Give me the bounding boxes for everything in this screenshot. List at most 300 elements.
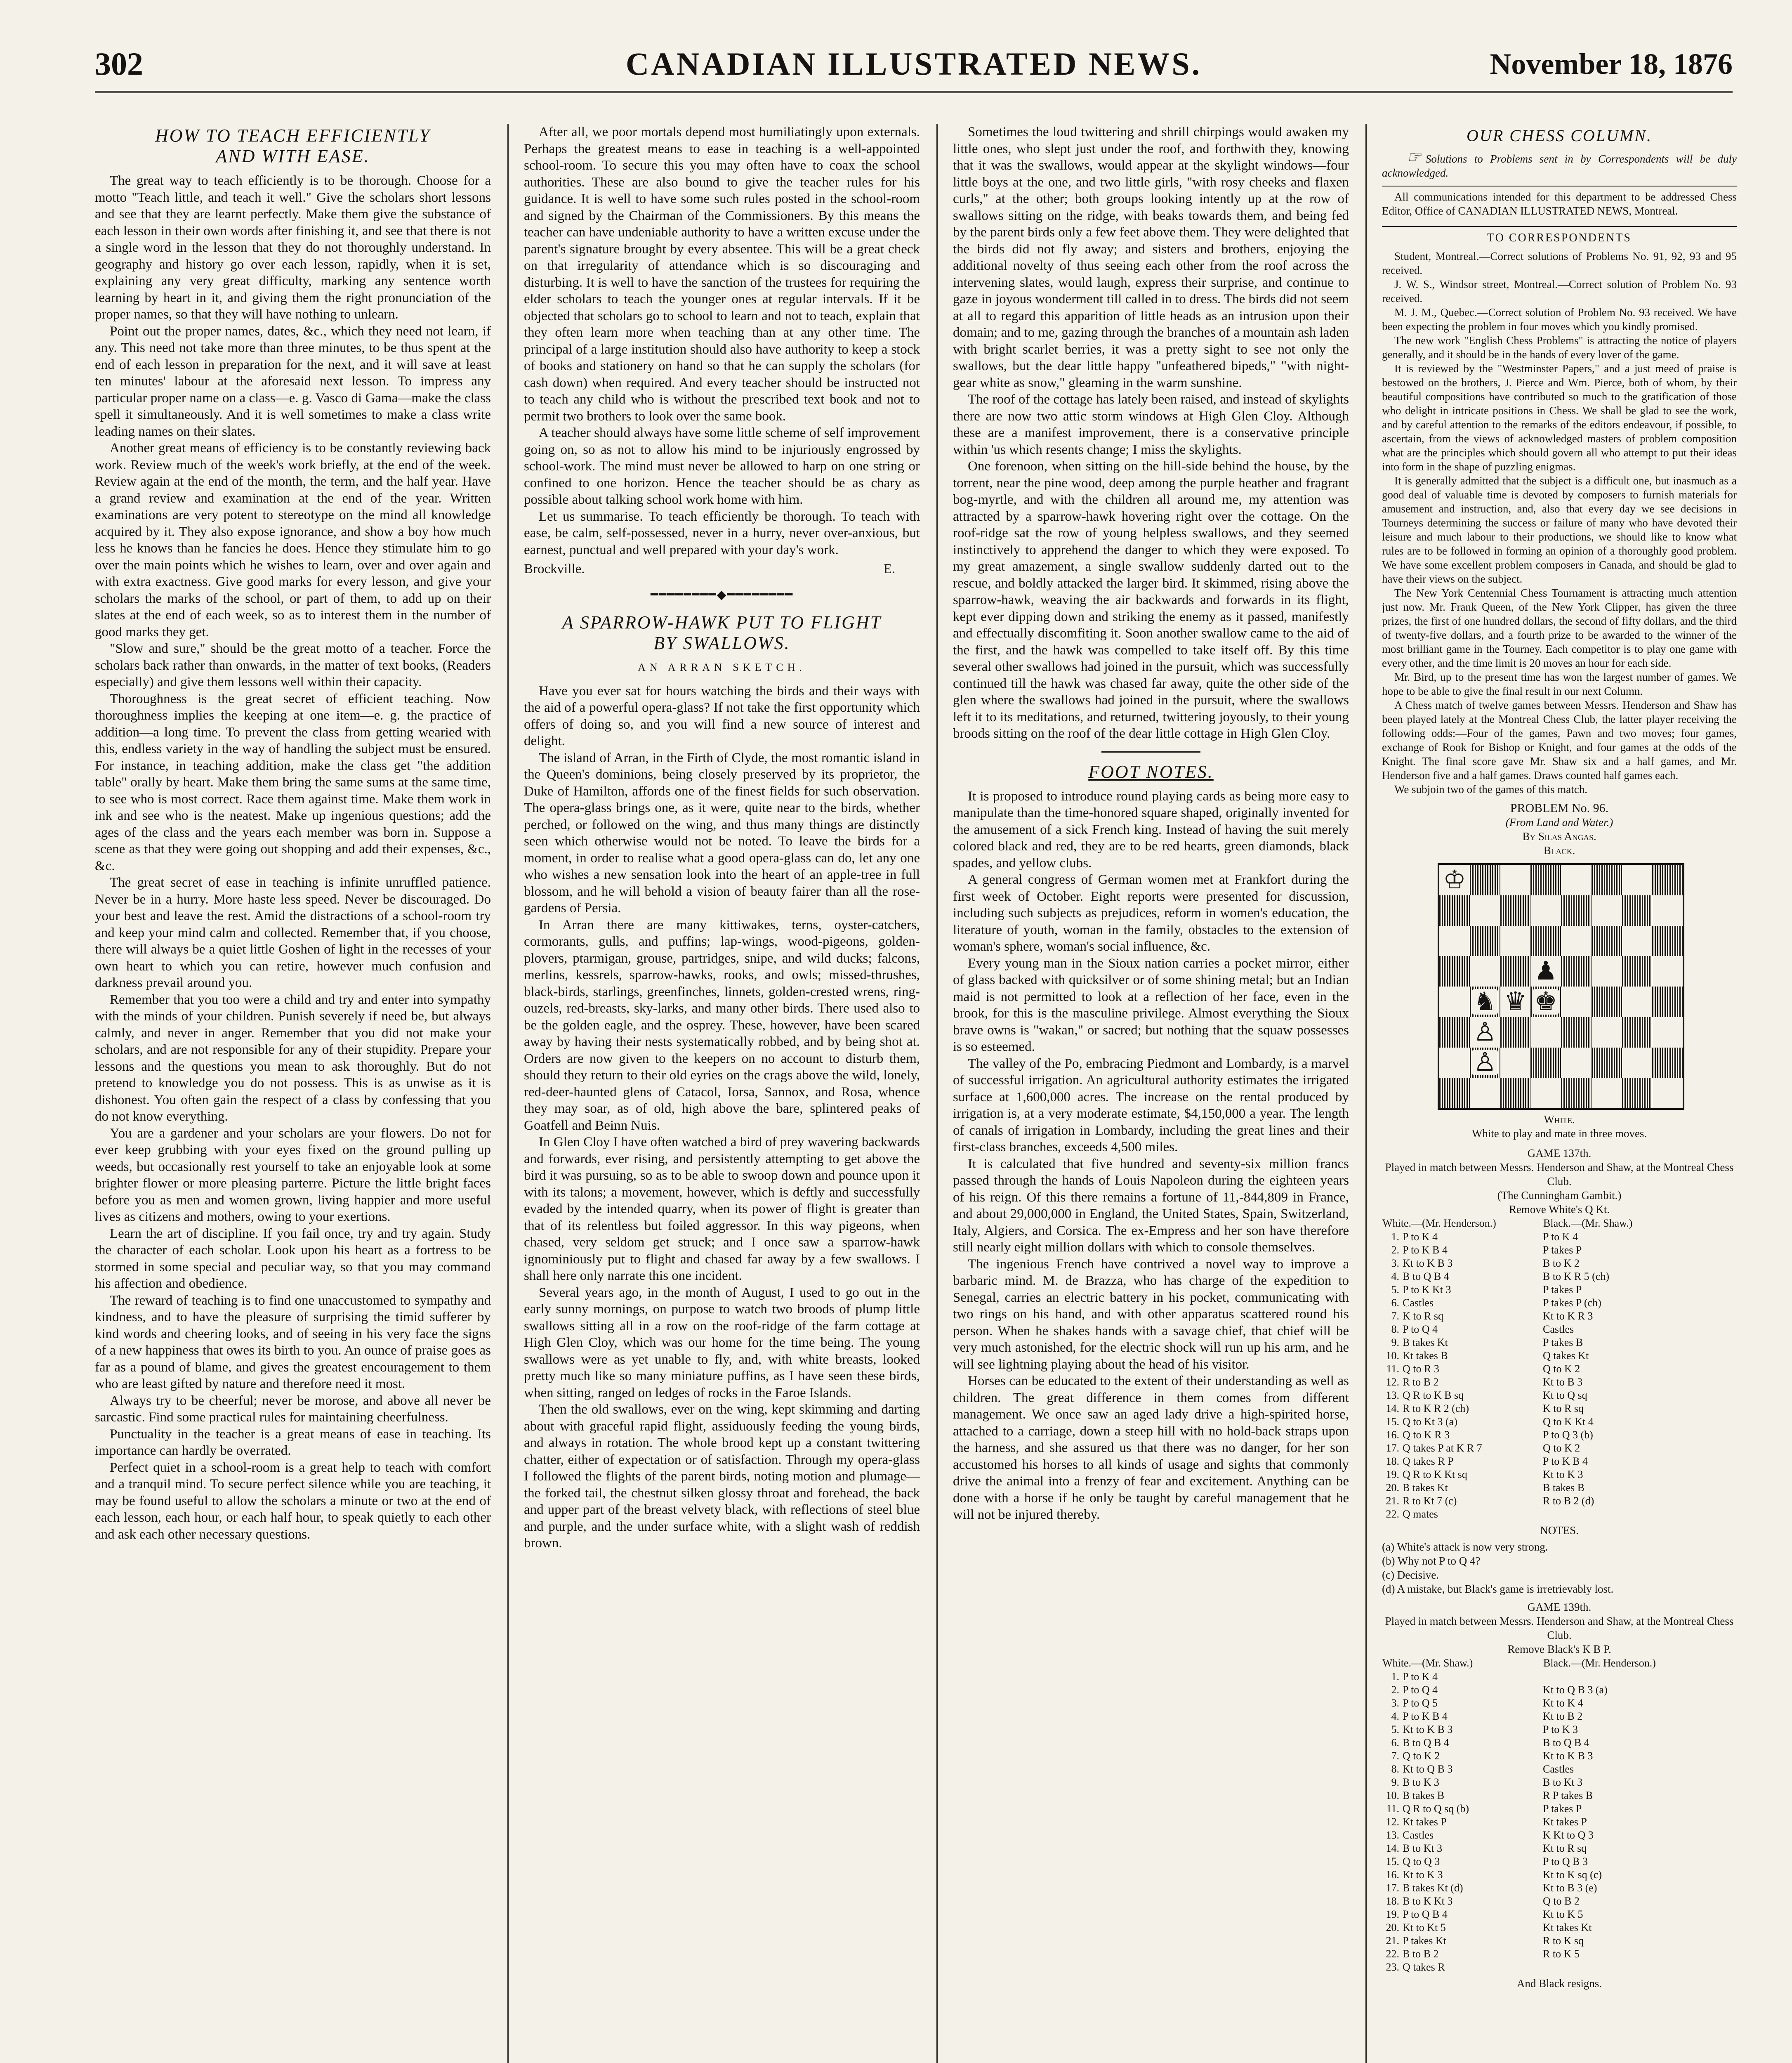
board-square (1439, 1017, 1470, 1048)
move-row (1382, 1376, 1737, 1389)
paragraph: "Slow and sure," should be the great motto of a teacher. Force the scholars back rather than onwards, in the matter of text books, (Readers especially) and give them lessons well within their capacity. (95, 641, 491, 689)
game-137-title: GAME 137th. (1527, 1147, 1592, 1159)
move-row (1382, 1481, 1737, 1494)
black-move: Q takes Kt (1543, 1350, 1589, 1362)
correspondent-note: A Chess match of twelve games between Messrs. Henderson and Shaw has been played lately at the Montreal Chess Club, the latter player receiving the following odds:—Four of the games, Pawn and two moves; four games, exchange of Rook for Bishop or Knight, and four games at the odds of the Knight. The final score gave Mr. Shaw six and a half games, and Mr. Henderson five and a half games. Draws counted half games each. (1382, 699, 1737, 781)
white-move: Kt to K B 3 (1403, 1723, 1453, 1735)
paragraph: You are a gardener and your scholars are your flowers. Do not for ever keep grubbing with your eyes fixed on the ground pulling up weeds, but occasionally rest yourself to take an enjoyable look at some brighter flower or more pleasing parterre. Picture the little bright faces before you as men and women grown, living happier and more useful lives as citizens and mothers, owing to your exertions. (95, 1126, 491, 1224)
move-number: 23. (1386, 1961, 1399, 1973)
paragraph: After all, we poor mortals depend most humiliatingly upon externals. Perhaps the greatest means to ease in teaching is a well-appointed school-room. To secure this you may often have to coax the school authorities. These are also bound to give the teacher rules for his guidance. It is well to have some such rules posted in the school-room and signed by the Chairman of the Commissioners. By this means the teacher can have undeniable authority to have a written excuse under the parent's signature brought by every absentee. This will be a great check on that irregularity of attendance which is so discouraging and disturbing. It is well to have the sanction of the trustees for requiring the elder scholars to teach the younger ones at regular intervals. If it be objected that scholars go to school to learn and not to teach, explain that they often learn more when teaching than at any other time. The principal of a large institution should also have authority to keep a stock of books and stationery on hand so that he can supply the scholars (for cash down) when required. And every teacher should be instructed not to teach any child who is without the prescribed text book and not to permit two brothers to look over the same book. (524, 125, 920, 424)
move-row (1382, 1257, 1737, 1270)
move-number: 20. (1386, 1921, 1399, 1933)
paragraph: Remember that you too were a child and try and enter into sympathy with the minds of your children. Punish severely if need be, but always calmly, and never in anger. Remember that you did not make your scholars, and are not responsible for any of their stupidity. Prepare your lessons and the questions you mean to ask thoroughly. But do not pretend to knowledge you do not possess. This is as unwise as it is dishonest. You often gain the respect of a class by confessing that you do not know everything. (95, 992, 491, 1124)
article-signature (524, 561, 920, 578)
move-row (1382, 1789, 1737, 1802)
correspondent-note: Mr. Bird, up to the present time has won the largest number of games. We hope to be able to give the final result in our next Column. (1382, 671, 1737, 697)
white-move: P to K 4 (1403, 1231, 1438, 1243)
board-square (1652, 895, 1683, 926)
black-move: P takes P (1543, 1284, 1582, 1296)
black-move: Kt to K 5 (1543, 1908, 1583, 1920)
board-square (1592, 1078, 1622, 1108)
black-move: Kt to B 3 (e) (1543, 1882, 1597, 1894)
section-divider (1101, 751, 1200, 753)
black-move: P to Q B 3 (1543, 1855, 1588, 1867)
white-move: R to K R 2 (ch) (1403, 1402, 1469, 1414)
black-move (1543, 1508, 1737, 1521)
white-move: Q mates (1403, 1508, 1438, 1520)
board-square (1439, 865, 1470, 895)
paragraph: A general congress of German women met at Frankfort during the first week of October. Eight reports were presented for discussion, including such subjects as prejudices, reform in women's education, the literature of youth, woman in the family, obstacles to the extension of woman's sphere, woman's social influence, &c. (953, 872, 1349, 954)
move-number: 2. (1391, 1684, 1399, 1696)
paragraph: The reward of teaching is to find one unaccustomed to sympathy and kindness, and to have the pleasure of surprising the timid sufferer by kind words and cheering looks, and of seeing in his very face the signs of a new happiness that owes its birth to you. An ounce of praise goes as far as a pound of blame, and gives the greatest encouragement to them who are least gifted by nature and therefore need it most. (95, 1293, 491, 1391)
move-number: 9. (1391, 1336, 1399, 1348)
white-move: B takes Kt (1403, 1482, 1448, 1494)
game-139-intro: Played in match between Messrs. Henderson and Shaw, at the Montreal Chess Club. (1385, 1615, 1734, 1641)
signature-place: Brockville. (524, 562, 585, 576)
move-number: 2. (1391, 1244, 1399, 1256)
board-square (1530, 895, 1561, 926)
move-row (1382, 1244, 1737, 1257)
board-square (1652, 1017, 1683, 1048)
move-number: 20. (1386, 1482, 1399, 1494)
problem-title: PROBLEM No. 96. (1510, 801, 1609, 815)
game-notes (1382, 1540, 1737, 1596)
white-move: Kt to K B 3 (1403, 1257, 1453, 1269)
black-move: Kt to R sq (1543, 1842, 1587, 1854)
board-square (1500, 1017, 1531, 1048)
pointing-hand-icon: ☞ (1407, 148, 1422, 166)
paragraph: The roof of the cottage has lately been raised, and instead of skylights there are now two attic storm windows at High Glen Cloy. Although these are a manifest improvement, there is a conservative principle within 'us which resents change; I miss the skylights. (953, 392, 1349, 457)
move-number: 1. (1391, 1231, 1399, 1243)
white-move: B to B 2 (1403, 1948, 1439, 1960)
black-player-heading: Black.—(Mr. Henderson.) (1543, 1657, 1656, 1669)
paragraph: Point out the proper names, dates, &c., which they need not learn, if any. This need not take more than three minutes, to be thus spent at the end of each lesson in preparation for the next, and it will save at least ten minutes' labour at the aforesaid next lesson. To impress any particular proper name on a class—e. g. Vasco di Gama—make the class spell it simultaneously. And it is well sometimes to make a class write leading names on their slates. (95, 323, 491, 439)
move-row (1382, 1749, 1737, 1763)
white-move: Kt takes B (1403, 1350, 1448, 1362)
paragraph: One forenoon, when sitting on the hill-side behind the house, by the torrent, near the pine wood, deep among the purple heather and fragrant bog-myrtle, and with the children all around me, my attention was attracted by a sparrow-hawk hovering right over the cottage. On the roof-ridge sat the row of young helpless swallows, and they seemed instinctively to apprehend the danger to which they were exposed. To my great amazement, a single swallow suddenly darted out to the rescue, and boldly attacked the larger bird. It skimmed, rising above the sparrow-hawk, weaving the air backwards and forwards in its flight, kept ever dipping down and striking the enemy as it passed, manifestly and effectually discomfiting it. Soon another swallow came to the aid of the first, and the hawk was compelled to take itself off. By this time several other swallows had joined in the pursuit, which was successfully continued till the hawk was chased far away, quite the other side of the glen where the swallows had joined in the pursuit, where the swallows left it to its meditations, and returned, twittering joyously, to their young broods sitting on the roof of the dear little cottage in High Glen Cloy. (953, 459, 1349, 741)
game-139-odds: Remove Black's K B P. (1507, 1643, 1611, 1655)
board-square (1470, 926, 1500, 956)
move-number: 7. (1391, 1310, 1399, 1322)
board-square (1530, 1078, 1561, 1108)
black-move: Kt to Q sq (1543, 1389, 1587, 1401)
black-move: Kt to K sq (c) (1543, 1869, 1602, 1881)
white-move: Q to Kt 3 (a) (1403, 1416, 1457, 1428)
board-square (1622, 1048, 1653, 1078)
board-square (1500, 1078, 1531, 1108)
chess-piece-icon: ♚ (1533, 989, 1559, 1015)
board-white-label: White. (1544, 1113, 1575, 1126)
board-square (1622, 895, 1653, 926)
board-square (1439, 895, 1470, 926)
black-move: Kt to B 2 (1543, 1710, 1583, 1722)
board-square (1439, 926, 1470, 956)
black-move: B takes B (1543, 1482, 1585, 1494)
black-move: K to R sq (1543, 1402, 1584, 1414)
paragraph: In Glen Cloy I have often watched a bird of prey wavering backwards and forwards, ever rising, and persistently attempting to get above the bird it was pursuing, so as to be able to swoop down and pounce upon it with its talons; a movement, however, which is deftly and successfully evaded by the intended quarry, when its power of flight is greater than that of its relentless but foiled aggressor. In this way pigeons, when chased, very seldom get struck; and I once saw a sparrow-hawk ignominiously put to flight and chased far away by a few swallows. I shall here only narrate this one incident. (524, 1135, 920, 1283)
black-move: Castles (1543, 1763, 1574, 1775)
board-square (1652, 1048, 1683, 1078)
board-square (1500, 1048, 1531, 1078)
move-row (1382, 1710, 1737, 1723)
problem-caption: White to play and mate in three moves. (1471, 1127, 1647, 1140)
correspondent-note: The new work "English Chess Problems" is attracting the notice of players generally, and it should be in the hands of every lover of the game. (1382, 334, 1737, 361)
paragraph: The island of Arran, in the Firth of Clyde, the most romantic island in the Queen's dominions, being closely preserved by its proprietor, the Duke of Hamilton, affords one of the finest fields for such observation. The opera-glass brings one, as it were, quite near to the birds, whether perched, or followed on the wing, and thus many things are distinctly seen which otherwise would not be noted. To leave the birds for a moment, in order to realise what a good opera-glass can do, let any one who wishes a new sensation look into the heart of an apple-tree in full blossom, and he will behold a vision of beauty fairer than all the rose-gardens of Persia. (524, 750, 920, 916)
paragraph: Every young man in the Sioux nation carries a pocket mirror, either of glass backed with quicksilver or of some shining metal; but an Indian maid is not permitted to look at a reflection of her face, even in the brook, for this is the masculine privilege. Almost everything the Sioux brave owns is "wakan," or sacred; but nothing that the squaw possesses is so esteemed. (953, 956, 1349, 1054)
board-square (1470, 865, 1500, 895)
chess-piece-icon: ♙ (1472, 1050, 1498, 1075)
board-square (1500, 926, 1531, 956)
board-square (1592, 865, 1622, 895)
black-move: Q to K 2 (1543, 1442, 1580, 1454)
board-square (1592, 895, 1622, 926)
move-row (1382, 1442, 1737, 1455)
white-move: Q to R 3 (1403, 1363, 1439, 1375)
white-move: B to Q B 4 (1403, 1270, 1449, 1282)
white-move: Q to K 2 (1403, 1750, 1440, 1762)
move-row (1382, 1776, 1737, 1789)
section-title-foot-notes: FOOT NOTES. (1088, 761, 1214, 782)
chess-piece-icon: ♞ (1472, 989, 1498, 1015)
move-row (1382, 1921, 1737, 1934)
move-number: 6. (1391, 1737, 1399, 1749)
move-number: 5. (1391, 1723, 1399, 1735)
white-player-heading: White.—(Mr. Henderson.) (1382, 1217, 1496, 1229)
move-number: 19. (1386, 1908, 1399, 1920)
board-square (1622, 1078, 1653, 1108)
move-number: 1. (1391, 1671, 1399, 1683)
move-row (1382, 1683, 1737, 1697)
black-move: Kt to K 3 (1543, 1468, 1583, 1480)
move-number: 12. (1386, 1376, 1399, 1388)
move-row (1382, 1934, 1737, 1947)
column-3 (953, 124, 1349, 2063)
white-move: Q R to K B sq (1403, 1389, 1464, 1401)
white-move: P takes Kt (1403, 1935, 1446, 1947)
paragraph: Let us summarise. To teach efficiently be thorough. To teach with ease, be calm, self-possessed, never in a hurry, never over-anxious, but earnest, punctual and well prepared with your day's work. (524, 509, 920, 557)
black-move: P takes P (1543, 1803, 1582, 1815)
white-move: B to Q B 4 (1403, 1737, 1449, 1749)
column-4-chess (1382, 124, 1737, 2063)
board-square (1592, 987, 1622, 1017)
black-move: Kt takes Kt (1543, 1921, 1592, 1933)
white-move: Q R to K Kt sq (1403, 1468, 1467, 1480)
board-square (1592, 1017, 1622, 1048)
board-square (1470, 1078, 1500, 1108)
board-square (1622, 865, 1653, 895)
white-move: P to K Kt 3 (1403, 1284, 1451, 1296)
move-row (1382, 1230, 1737, 1244)
board-square (1652, 926, 1683, 956)
board-square (1500, 895, 1531, 926)
move-number: 8. (1391, 1763, 1399, 1775)
black-move: P to K 4 (1543, 1231, 1578, 1243)
black-move: Q to B 2 (1543, 1895, 1580, 1907)
paragraph: Several years ago, in the month of August, I used to go out in the early sunny mornings, on purpose to watch two broods of plump little swallows sitting all in a row on the roof-ridge of the farm cottage at High Glen Cloy, which was our home for the time being. The young swallows were as yet unable to fly, and, with white breasts, looked pretty much like so many miniature puffins, as I have seen these birds, when sitting, ranged on ledges of rocks in the Faroe Islands. (524, 1285, 920, 1400)
board-square (1470, 956, 1500, 987)
white-move: Kt takes P (1403, 1816, 1447, 1828)
chess-piece-icon: ♟ (1533, 958, 1559, 984)
problem-author: By Silas Angas. (1522, 830, 1596, 843)
white-move: P to Q B 4 (1403, 1908, 1448, 1920)
move-number: 19. (1386, 1468, 1399, 1480)
chess-board (1438, 863, 1684, 1110)
chess-piece-icon: ♔ (1441, 867, 1468, 893)
board-square (1592, 1048, 1622, 1078)
board-square (1530, 926, 1561, 956)
board-square (1439, 1078, 1470, 1108)
move-row (1382, 1697, 1737, 1710)
paragraph: Have you ever sat for hours watching the birds and their ways with the aid of a powerful opera-glass? If not take the first opportunity which offers of doing so, and you will find a new source of interest and delight. (524, 683, 920, 748)
notes-heading: NOTES. (1540, 1524, 1579, 1537)
white-move: Castles (1403, 1829, 1434, 1841)
move-row (1382, 1895, 1737, 1908)
board-square (1592, 926, 1622, 956)
move-row (1382, 1270, 1737, 1283)
move-number: 21. (1386, 1495, 1399, 1507)
board-square (1622, 956, 1653, 987)
move-row (1382, 1855, 1737, 1868)
move-row (1382, 1723, 1737, 1736)
board-black-label: Black. (1543, 844, 1575, 857)
move-row (1382, 1868, 1737, 1881)
white-player-heading: White.—(Mr. Shaw.) (1382, 1657, 1473, 1669)
move-row (1382, 1670, 1737, 1683)
game-137-intro: Played in match between Messrs. Henderson and Shaw, at the Montreal Chess Club. (1385, 1161, 1734, 1187)
black-player-heading: Black.—(Mr. Shaw.) (1543, 1217, 1633, 1229)
white-move: Q takes R P (1403, 1455, 1454, 1467)
white-move: B to K Kt 3 (1403, 1895, 1453, 1907)
game-note: (b) Why not P to Q 4? (1382, 1555, 1481, 1567)
column-rule (936, 124, 938, 2063)
board-square (1530, 865, 1561, 895)
newspaper-title: CANADIAN ILLUSTRATED NEWS. (625, 46, 1202, 82)
black-move: R to K sq (1543, 1935, 1584, 1947)
white-move: Q R to Q sq (b) (1403, 1803, 1469, 1815)
move-number: 7. (1391, 1750, 1399, 1762)
chess-piece-icon: ♛ (1502, 989, 1529, 1015)
paragraph: In Arran there are many kittiwakes, terns, oyster-catchers, cormorants, gulls, and puffins; lap-wings, wood-pigeons, golden-plovers, ptarmigan, grouse, partridges, snipe, and wild ducks; falcons, merlins, kessrels, sparrow-hawks, rooks, and owls; missed-thrushes, black-birds, starlings, greenfinches, linnets, golden-crested wrens, ring-ouzels, red-breasts, sky-larks, and many other birds. There used also to be the golden eagle, and the osprey. These, however, have been scared away by having their nests systematically robbed, and by being shot at. Orders are now given to the keepers on no account to disturb them, should they return to their old eyries on the crags above the wild, lonely, red-deer-haunted glens of Catacol, Iorsa, Sannox, and Rosa, whence they may soar, as of old, high above the bare, splintered peaks of Goatfell and Beinn Nuis. (524, 917, 920, 1133)
board-square (1561, 987, 1592, 1017)
move-row (1382, 1494, 1737, 1508)
move-row (1382, 1389, 1737, 1402)
move-row (1382, 1815, 1737, 1829)
board-square (1622, 1017, 1653, 1048)
white-move: P to Q 4 (1403, 1323, 1438, 1335)
chess-column-title: OUR CHESS COLUMN. (1467, 126, 1652, 145)
move-number: 18. (1386, 1895, 1399, 1907)
correspondents-heading: TO CORRESPONDENTS (1382, 226, 1737, 245)
move-number: 5. (1391, 1284, 1399, 1296)
paragraph: It is calculated that five hundred and seventy-six million francs passed through the hands of Louis Napoleon during the eighteen years of his reign. Of this there remains a fortune of 11,-844,809 in France, and about 29,000,000 in England, the United States, Spain, Switzerland, Italy, Algiers, and Corsica. The ex-Empress and her son have therefore still nearly eight million dollars with which to console themselves. (953, 1156, 1349, 1255)
black-move: P to K 3 (1543, 1723, 1578, 1735)
chess-diagram (1438, 863, 1681, 1110)
black-move: B to Kt 3 (1543, 1776, 1583, 1788)
signature-initial: E. (883, 562, 895, 576)
move-number: 10. (1386, 1350, 1399, 1362)
board-square (1500, 956, 1531, 987)
black-move: K Kt to Q 3 (1543, 1829, 1594, 1841)
paragraph: A teacher should always have some little scheme of self improvement going on, so as not to allow his mind to be injuriously engrossed by school-work. The mind must never be allowed to harp on one string or confined to one horizon. Hence the teacher should be as chary as possible about talking school work home with him. (524, 425, 920, 507)
move-row (1382, 1336, 1737, 1349)
black-move (1543, 1961, 1737, 1974)
correspondent-note: It is reviewed by the "Westminster Papers," and a just meed of praise is bestowed on the brothers, J. Pierce and Wm. Pierce, both of whom, by their beautiful compositions have contributed so much to the gratification of those who delight in intricate positions in Chess. We shall be glad to see the work, and by careful attention to the remarks of the editors endeavour, if possible, to ascertain, from the views of acknowledged masters of problem composition what are the principles which should govern all who attempt to put their ideas into form in the shape of puzzling enigmas. (1382, 362, 1737, 473)
move-number: 16. (1386, 1869, 1399, 1881)
board-square (1622, 987, 1653, 1017)
board-square (1652, 865, 1683, 895)
section-ornament: ━━━━━━━━◆━━━━━━━━ (650, 588, 794, 602)
white-move: Kt to Kt 5 (1403, 1921, 1446, 1933)
move-number: 11. (1386, 1803, 1399, 1815)
move-number: 4. (1391, 1270, 1399, 1282)
correspondent-note: M. J. M., Quebec.—Correct solution of Problem No. 93 received. We have been expecting the problem in four moves which you kindly promised. (1382, 306, 1737, 333)
move-number: 15. (1386, 1416, 1399, 1428)
white-move: P to K 4 (1403, 1671, 1438, 1683)
board-square (1561, 1017, 1592, 1048)
white-move: P to Q 4 (1403, 1684, 1438, 1696)
paragraph: Thoroughness is the great secret of efficient teaching. Now thoroughness implies the keeping at one item—e. g. the practice of addition—a long time. To prevent the class from getting wearied with this, endless variety in the way of handling the subject must be ensured. For instance, in teaching addition, make the class get "the addition table" orally by heart. Make them bring the same sums at the same time, to see who is most correct. Race them against time. Make them work in ink and see who is the neatest. Make up ingenious questions; add the ages of the class and the years each member was born in. Suppose a scene as that they were going out shopping and add their expenses, &c., &c. (95, 691, 491, 873)
move-number: 16. (1386, 1429, 1399, 1441)
move-number: 15. (1386, 1855, 1399, 1867)
board-square (1470, 987, 1500, 1017)
board-square (1561, 895, 1592, 926)
move-row (1382, 1455, 1737, 1468)
white-move: P to K B 4 (1403, 1244, 1448, 1256)
white-move: B takes Kt (1403, 1336, 1448, 1348)
paragraph: Always try to be cheerful; never be morose, and above all never be sarcastic. Find some practical rules for maintaining cheerfulness. (95, 1393, 491, 1425)
white-move: B takes B (1403, 1789, 1445, 1801)
move-number: 6. (1391, 1297, 1399, 1309)
move-number: 14. (1386, 1842, 1399, 1854)
board-square (1470, 895, 1500, 926)
board-square (1530, 1048, 1561, 1078)
move-row (1382, 1842, 1737, 1855)
white-move: Q to K R 3 (1403, 1429, 1450, 1441)
game-139-title: GAME 139th. (1527, 1601, 1592, 1613)
game-137-odds: Remove White's Q Kt. (1509, 1203, 1610, 1216)
move-row (1382, 1349, 1737, 1362)
game-note: (d) A mistake, but Black's game is irretrievably lost. (1382, 1583, 1614, 1595)
board-square (1500, 987, 1531, 1017)
paragraph: The ingenious French have contrived a novel way to improve a barbaric mind. M. de Brazza, who has charge of the expedition to Senegal, carries an electric battery in his pocket, communicating with two rings on his hand, and with other apparatus scattered round his person. When he shakes hands with a savage chief, that chief will be very much astonished, for the electric shock will run up his arm, and he will see lightning playing about the head of his visitor. (953, 1256, 1349, 1372)
problem-source: (From Land and Water.) (1505, 816, 1613, 829)
board-square (1439, 956, 1470, 987)
board-square (1561, 926, 1592, 956)
paragraph: It is proposed to introduce round playing cards as being more easy to manipulate than the time-honored square shaped, originally invented for the amusement of a sick French king. Instead of having the suit merely colored black and red, they are to be red hearts, green diamonds, black spades, and yellow clubs. (953, 788, 1349, 871)
move-row (1382, 1310, 1737, 1323)
move-row (1382, 1961, 1737, 1974)
move-row (1382, 1736, 1737, 1749)
board-square (1652, 987, 1683, 1017)
board-square (1561, 1048, 1592, 1078)
move-row (1382, 1763, 1737, 1776)
paragraph: Perfect quiet in a school-room is a great help to teach with comfort and a tranquil mind. To secure perfect silence while you are teaching, it may be found useful to allow the scholars a minute or two at the end of each lesson, each hour, or each half hour, to speak quietly to each other and ask each other necessary questions. (95, 1460, 491, 1542)
black-move: R to K 5 (1543, 1948, 1580, 1960)
paragraph: The great way to teach efficiently is to be thorough. Choose for a motto "Teach little, and teach it well." Give the scholars short lessons and see that they are learnt perfectly. Make them give the substance of each lesson in their own words after finishing it, and see that there is not a single word in the lesson that they do not thoroughly understand. In geography and history go over each lesson, rapidly, when it is set, explaining any very great difficulty, marking any sentence worth learning by heart in it, and giving them the right pronunciation of the proper names, so that they will have nothing to unlearn. (95, 173, 491, 322)
black-move: Q to K 2 (1543, 1363, 1580, 1375)
board-square (1530, 956, 1561, 987)
white-move: P to K B 4 (1403, 1710, 1448, 1722)
black-move: P takes P (1543, 1244, 1582, 1256)
white-move: B to Kt 3 (1403, 1842, 1443, 1854)
black-move: B to K R 5 (ch) (1543, 1270, 1610, 1282)
article-title-sparrow-hawk: A SPARROW-HAWK PUT TO FLIGHT BY SWALLOWS. (562, 612, 882, 653)
black-move: Kt to B 3 (1543, 1376, 1583, 1388)
move-row (1382, 1802, 1737, 1815)
move-row (1382, 1881, 1737, 1895)
white-move: Kt to K 3 (1403, 1869, 1443, 1881)
board-square (1622, 926, 1653, 956)
black-move: R P takes B (1543, 1789, 1593, 1801)
column-2 (524, 124, 920, 2063)
white-move: R to Kt 7 (c) (1403, 1495, 1457, 1507)
move-row (1382, 1415, 1737, 1428)
chess-piece-icon: ♙ (1472, 1020, 1498, 1045)
board-square (1439, 987, 1470, 1017)
paragraph: Sometimes the loud twittering and shrill chirpings would awaken my little ones, who slept just under the roof, and forthwith they, knowing that it was the swallows, would appear at the skylight windows—four little boys at the one, and two little girls, "with rosy cheeks and flaxen curls," at the other; both groups looking intently up at the row of swallows sitting on the ridge, with beaks towards them, and being fed by the parent birds only a few feet above them. They were delighted that the birds did not fly away; and sisters and brothers, enjoying the additional novelty of thus seeing each other from the roof across the intervening slates, would laugh, express their surprise, and continue to gaze in joyous wonderment till called in to dress. The birds did not seem at all to regard this apparition of little heads as an intrusion upon their domain; and to me, gazing through the branches of a mountain ash laden with bright scarlet berries, it was a pretty sight to see not only the swallows, but the dear little happy "unfeathered bipeds," "with night-gear white as snow," gleaming in the warm sunshine. (953, 125, 1349, 390)
correspondent-note: It is generally admitted that the subject is a difficult one, but inasmuch as a good deal of valuable time is devoted by composers to furnish materials for amusement and instruction, and, also that every day we see decisions in Tourneys determining the success or failure of many who have devoted their leisure and much labour to their productions, we should like to know what rules are to be followed in forming an opinion of a thoroughly good problem. We have some excellent problem composers in Canada, and should be glad to have their views on the subject. (1382, 474, 1737, 585)
move-row (1382, 1468, 1737, 1481)
move-number: 18. (1386, 1455, 1399, 1467)
article-title-teaching: HOW TO TEACH EFFICIENTLY AND WITH EASE. (155, 125, 431, 166)
correspondent-note: We subjoin two of the games of this match. (1394, 783, 1587, 795)
black-move (1543, 1670, 1737, 1683)
move-number: 3. (1391, 1257, 1399, 1269)
move-row (1382, 1508, 1737, 1521)
board-square (1500, 865, 1531, 895)
column-rule (1365, 124, 1367, 2063)
chess-communications: All communications intended for this department to be addressed Chess Editor, Office of CANADIAN ILLUSTRATED NEWS, Montreal. (1382, 191, 1737, 217)
move-number: 13. (1386, 1389, 1399, 1401)
paragraph: Horses can be educated to the extent of their understanding as well as children. The great difference in them comes from different management. We once saw an aged lady drive a high-spirited horse, attached to a carriage, down a steep hill with no hold-back straps upon the harness, and she assured us that there was no danger, for her son accustomed his horses to all kinds of usage and sights that commonly drive the animal into a frenzy of fear and excitement. Anything can be done with a horse if he only be taught by careful management that he will not be injured thereby. (953, 1374, 1349, 1522)
paragraph: The valley of the Po, embracing Piedmont and Lombardy, is a marvel of successful irrigation. An agricultural authority estimates the irrigated surface at 1,600,000 acres. The increase on the rental produced by irrigation is, at a very moderate estimate, $4,150,000 a year. The length of canals of irrigation in Lombardy, including the great lines and their first-class branches, exceeds 4,500 miles. (953, 1056, 1349, 1154)
black-move: P to K B 4 (1543, 1455, 1588, 1467)
paragraph: Punctuality in the teacher is a great means of ease in teaching. Its importance can hardly be overrated. (95, 1426, 491, 1458)
move-row (1382, 1428, 1737, 1442)
black-move: P to Q 3 (b) (1543, 1429, 1593, 1441)
board-square (1652, 1078, 1683, 1108)
move-row (1382, 1947, 1737, 1961)
black-move: Kt to K R 3 (1543, 1310, 1593, 1322)
move-number: 22. (1386, 1948, 1399, 1960)
move-row (1382, 1829, 1737, 1842)
column-1 (95, 124, 491, 2063)
black-move: R to B 2 (d) (1543, 1495, 1594, 1507)
board-square (1470, 1017, 1500, 1048)
move-number: 9. (1391, 1776, 1399, 1788)
board-square (1530, 1017, 1561, 1048)
move-row (1382, 1362, 1737, 1376)
black-move: B to Q B 4 (1543, 1737, 1589, 1749)
move-row (1382, 1402, 1737, 1415)
move-number: 17. (1386, 1882, 1399, 1894)
page-number: 302 (95, 46, 143, 82)
paragraph: Another great means of efficiency is to be constantly reviewing back work. Review much of the week's work briefly, at the end of the week. Review again at the end of the month, the term, and the half year. Have a grand review and examination at the end of the year. Written examinations are very potent to stereotype on the mind all knowledge acquired by it. They also expose ignorance, and show a boy how much less he knows than he fancies he does. Hence they stimulate him to go over the main points which he wishes to learn, over and over again and with extra exactness. Give good marks for every lesson, and give your scholars the marks of the school, or part of them, to add up on their slates at the end of each week, so as to interest them in the number of good marks they get. (95, 441, 491, 640)
paragraph: Learn the art of discipline. If you fail once, try and try again. Study the character of each scholar. Look upon his heart as a fortress to be stormed in some special and peculiar way, so that you may command his affection and obedience. (95, 1226, 491, 1291)
white-move: Q to Q 3 (1403, 1855, 1440, 1867)
board-square (1561, 865, 1592, 895)
game-137-moves (1382, 1216, 1737, 1521)
black-move: Q to K Kt 4 (1543, 1416, 1594, 1428)
column-rule (507, 124, 509, 2063)
white-move: Q takes P at K R 7 (1403, 1442, 1482, 1454)
board-square (1652, 956, 1683, 987)
correspondent-note: The New York Centennial Chess Tournament is attracting much attention just now. Mr. Frank Queen, of the New York Clipper, has given the three prizes, the first of one hundred dollars, the second of fifty dollars, and the third of twenty-five dollars, and a fourth prize to be awarded to the winner of the most brilliant game in the Tourney. Each competitor is to play one game with every other, and the time limit is 20 moves an hour for each side. (1382, 587, 1737, 669)
black-move: B to K 2 (1543, 1257, 1580, 1269)
board-square (1530, 987, 1561, 1017)
black-move: Kt to K B 3 (1543, 1750, 1593, 1762)
move-number: 21. (1386, 1935, 1399, 1947)
